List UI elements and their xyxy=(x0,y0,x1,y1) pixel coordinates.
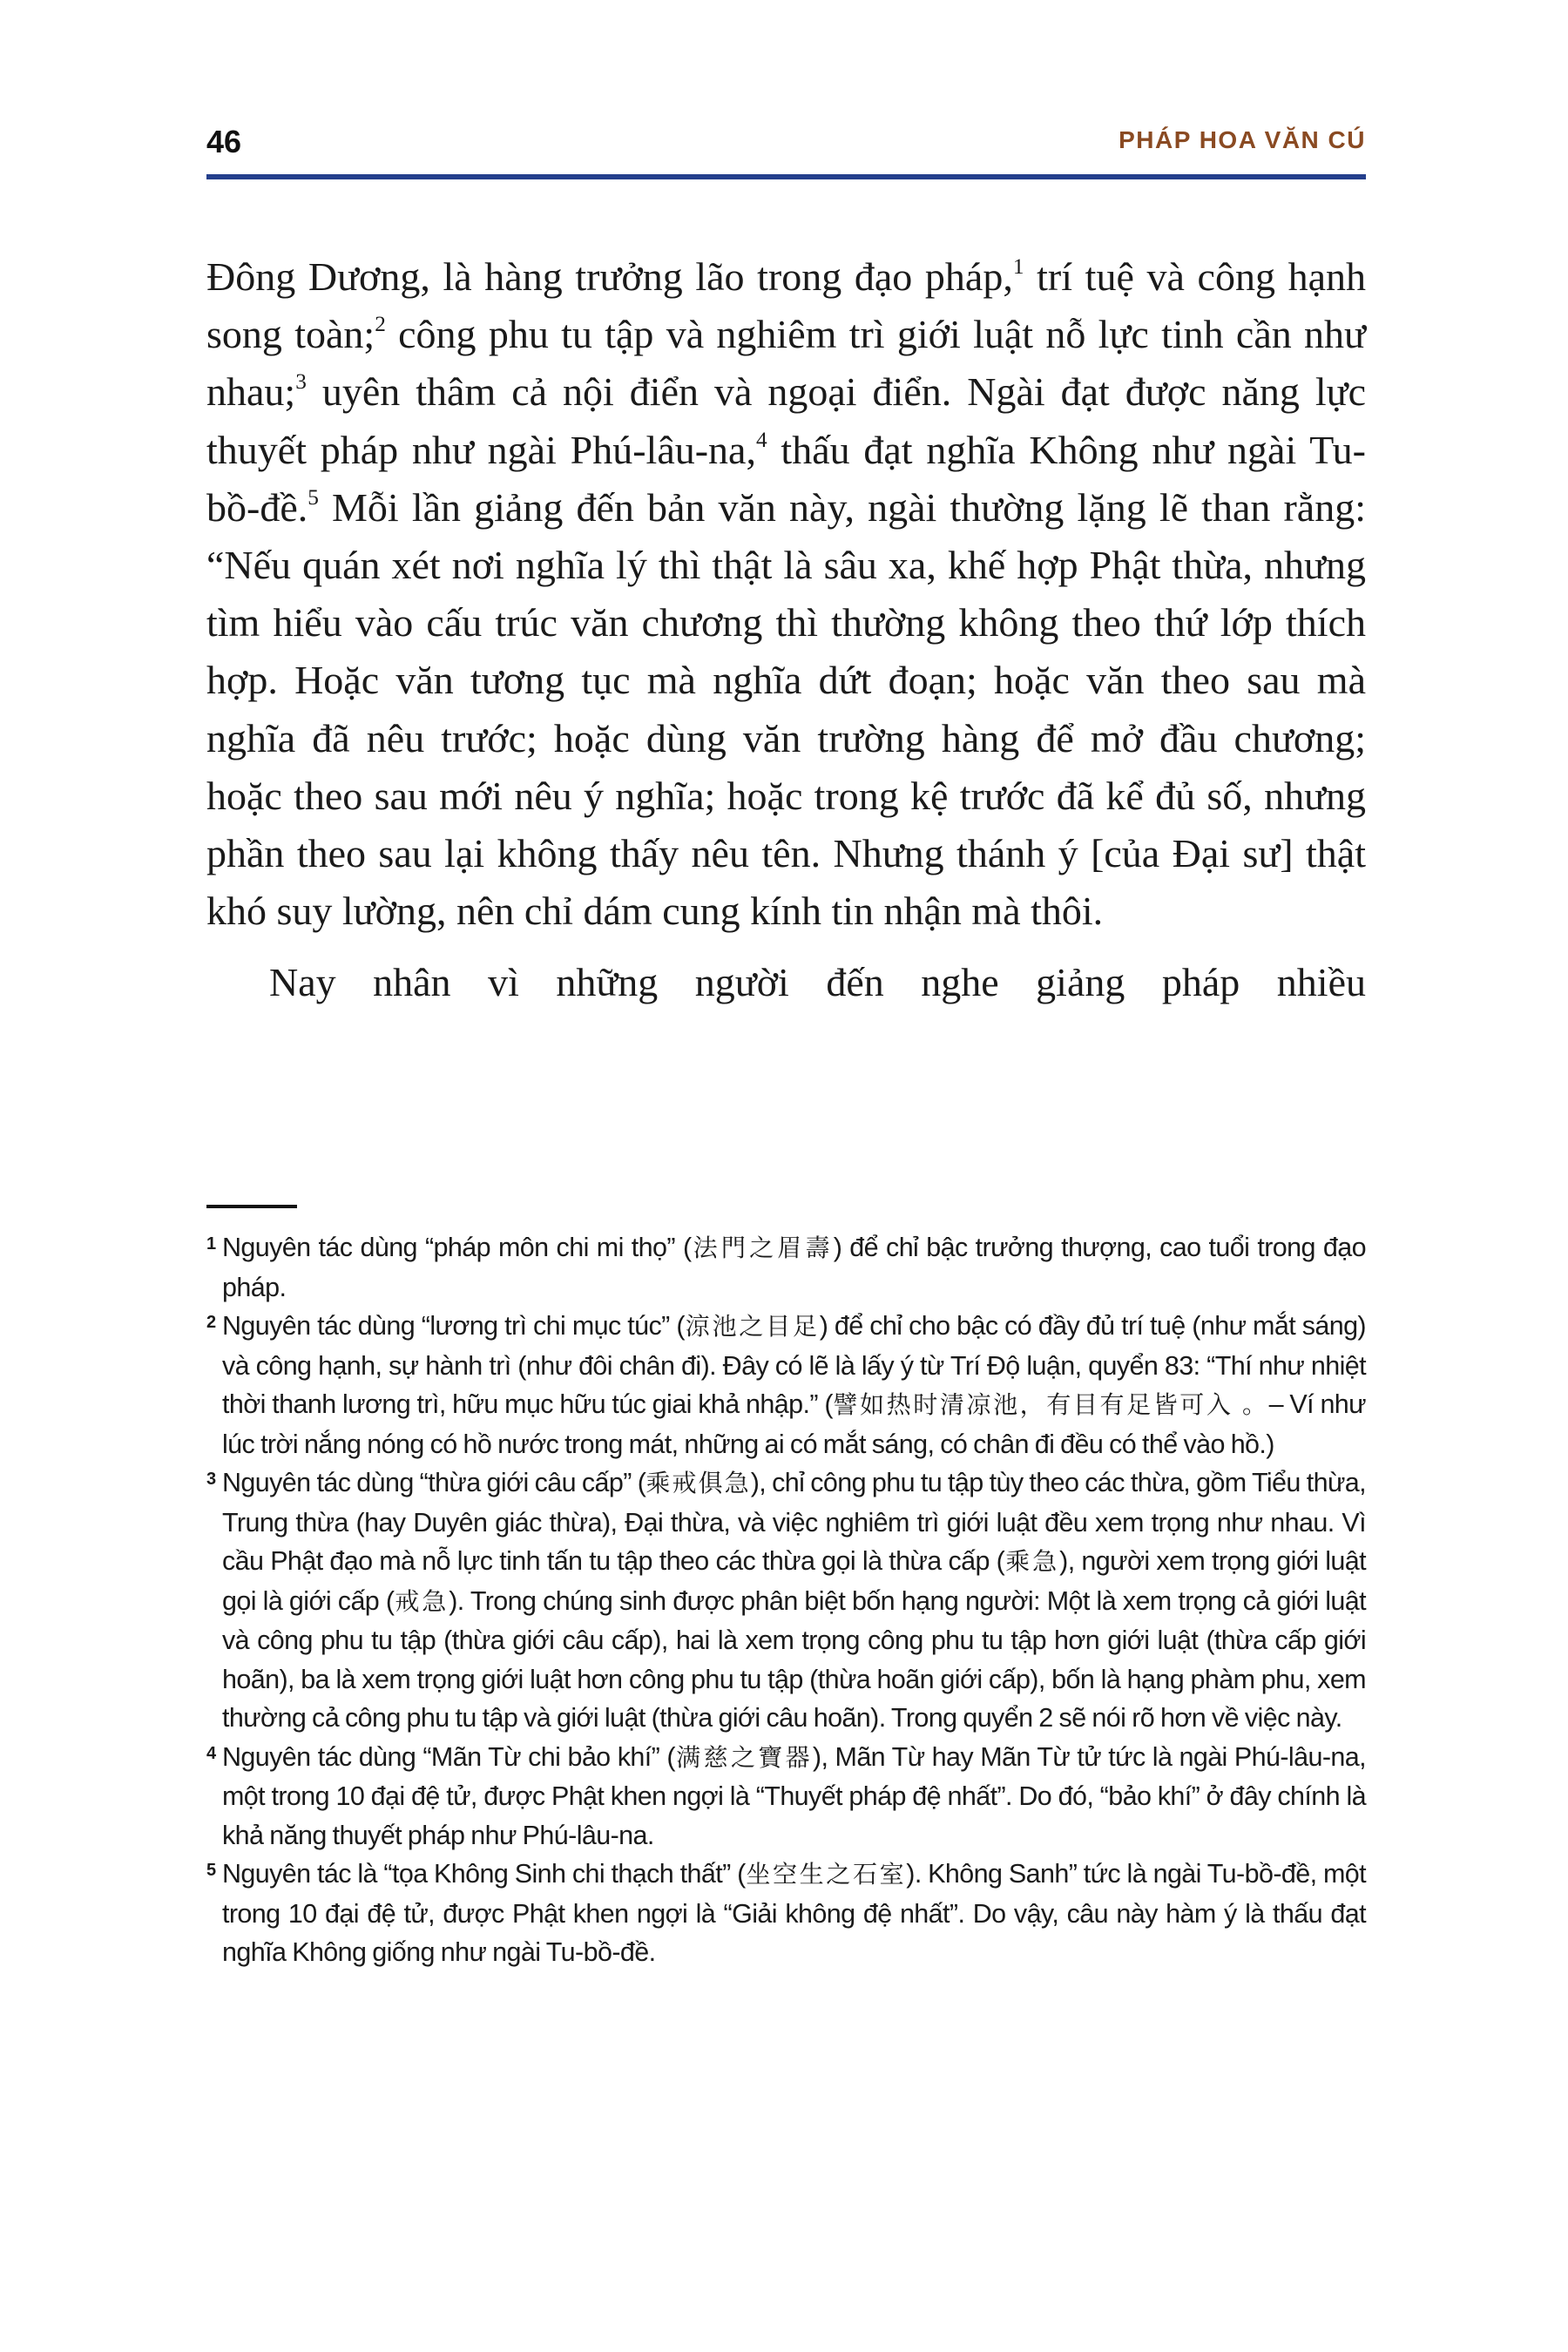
footnotes xyxy=(206,1228,1366,1972)
chinese-text: 坐空生之石室 xyxy=(745,1860,907,1889)
footnote-ref-5[interactable]: 5 xyxy=(308,484,319,510)
chinese-text: 譬如热时清凉池，有目有足皆可入 。 xyxy=(832,1390,1269,1419)
main-text xyxy=(206,248,1366,1012)
chinese-text: 戒急 xyxy=(394,1586,449,1616)
chinese-text: 乘急 xyxy=(1004,1547,1060,1576)
running-title: PHÁP HOA VĂN CÚ xyxy=(1119,126,1366,153)
paragraph-2: Nay nhân vì những người đến nghe giảng pháp nhiều xyxy=(269,960,1366,1005)
footnote-ref-4[interactable]: 4 xyxy=(755,427,767,452)
header-rule xyxy=(206,174,1366,179)
footnote-ref-3[interactable]: 3 xyxy=(295,369,307,395)
page-number: 46 xyxy=(206,124,242,159)
chinese-text: 乘戒俱急 xyxy=(645,1469,751,1497)
footnote-3: 3 Nguyên tác dùng “thừa giới câu cấp” (乘戒俱急), chỉ công phu tu tập tùy theo các thừa, gồm Tiểu thừa, Trung thừa (hay Duyên giác thừa), Đại thừa, và việc nghiêm trì giới luật đều xem trọng như nhau. Vì cầu Phật đạo mà nỗ lực tinh tấn tu tập theo các thừa gọi là thừa cấp (乘急), người xem trọng giới luật gọi là giới cấp (戒急). Trong chúng sinh được phân biệt bốn hạng người: Một là xem trọng cả giới luật và công phu tu tập (thừa giới câu cấp), hai là xem trọng công phu tu tập hơn giới luật (thừa cấp giới hoãn), ba là xem trọng giới luật hơn công phu tu tập (thừa hoãn giới cấp), bốn là hạng phàm phu, xem thường cả công phu tu tập và giới luật (thừa giới câu hoãn). Trong quyển 2 sẽ nói rõ hơn về việc này. xyxy=(206,1463,1366,1738)
footnote-separator xyxy=(206,1205,297,1208)
footnote-mark: 4 xyxy=(206,1743,216,1763)
footnote-mark: 5 xyxy=(206,1861,216,1880)
footnote-mark: 1 xyxy=(206,1234,216,1254)
footnote-5: 5 Nguyên tác là “tọa Không Sinh chi thạch thất” (坐空生之石室). Không Sanh” tức là ngài Tu-bồ-đề, một trong 10 đại đệ tử, được Phật khen ngợi là “Giải không đệ nhất”. Do vậy, câu này hàm ý là thấu đạt nghĩa Không giống như ngài Tu-bồ-đề. xyxy=(206,1855,1366,1972)
chinese-text: 涼池之目足 xyxy=(684,1312,820,1341)
footnote-ref-1[interactable]: 1 xyxy=(1012,254,1024,280)
chinese-text: 法門之眉壽 xyxy=(691,1233,834,1262)
footnote-mark: 3 xyxy=(206,1470,216,1489)
footnote-1: 1 Nguyên tác dùng “pháp môn chi mi thọ” (法門之眉壽) để chỉ bậc trưởng thượng, cao tuổi trong đạo pháp. xyxy=(206,1228,1366,1307)
chinese-text: 满慈之寶器 xyxy=(674,1742,813,1772)
paragraph-1: Đông Dương, là hàng trưởng lão trong đạo pháp,$^1$ trí tuệ và công hạnh song toàn;$^2$ công phu tu tập và nghiêm trì giới luật nỗ lực tinh cần như nhau;$^3$ uyên thâm cả nội điển và ngoại điển. Ngài đạt được năng lực thuyết pháp như ngài Phú-lâu-na,$^4$ thấu đạt nghĩa Không như ngài Tu-bồ-đề.$^5$ Mỗi lần giảng đến bản văn này, ngài thường lặng lẽ than rằng: “Nếu quán xét nơi nghĩa lý thì thật là sâu xa, khế hợp Phật thừa, nhưng tìm hiểu vào cấu trúc văn chương thì thường không theo thứ lớp thích hợp. Hoặc văn tương tục mà nghĩa dứt đoạn; hoặc văn theo sau mà nghĩa đã nêu trước; hoặc dùng văn trường hàng để mở đầu chương; hoặc theo sau mới nêu ý nghĩa; hoặc trong kệ trước đã kể đủ số, nhưng phần theo sau lại không thấy nêu tên. Nhưng thánh ý [của Đại sư] thật khó suy lường, nên chỉ dám cung kính tin nhận mà thôi. xyxy=(206,254,1367,934)
footnote-mark: 2 xyxy=(206,1313,216,1332)
footnote-2: 2 Nguyên tác dùng “lương trì chi mục túc” (涼池之目足) để chỉ cho bậc có đầy đủ trí tuệ (như mắt sáng) và công hạnh, sự hành trì (như đôi chân đi). Đây có lẽ là lấy ý từ Trí Độ luận, quyển 83: “Thí như nhiệt thời thanh lương trì, hữu mục hữu túc giai khả nhập.” (譬如热时清凉池，有目有足皆可入 。– Ví như lúc trời nắng nóng có hồ nước trong mát, những ai có mắt sáng, có chân đi đều có thể vào hồ.) xyxy=(206,1307,1366,1463)
page-header xyxy=(206,124,1366,167)
footnote-ref-2[interactable]: 2 xyxy=(375,312,386,337)
footnote-4: 4 Nguyên tác dùng “Mãn Từ chi bảo khí” (满慈之寶器), Mãn Từ hay Mãn Từ tử tức là ngài Phú-lâu-na, một trong 10 đại đệ tử, được Phật khen ngợi là “Thuyết pháp đệ nhất”. Do đó, “bảo khí” ở đây chính là khả năng thuyết pháp như Phú-lâu-na. xyxy=(206,1738,1366,1855)
